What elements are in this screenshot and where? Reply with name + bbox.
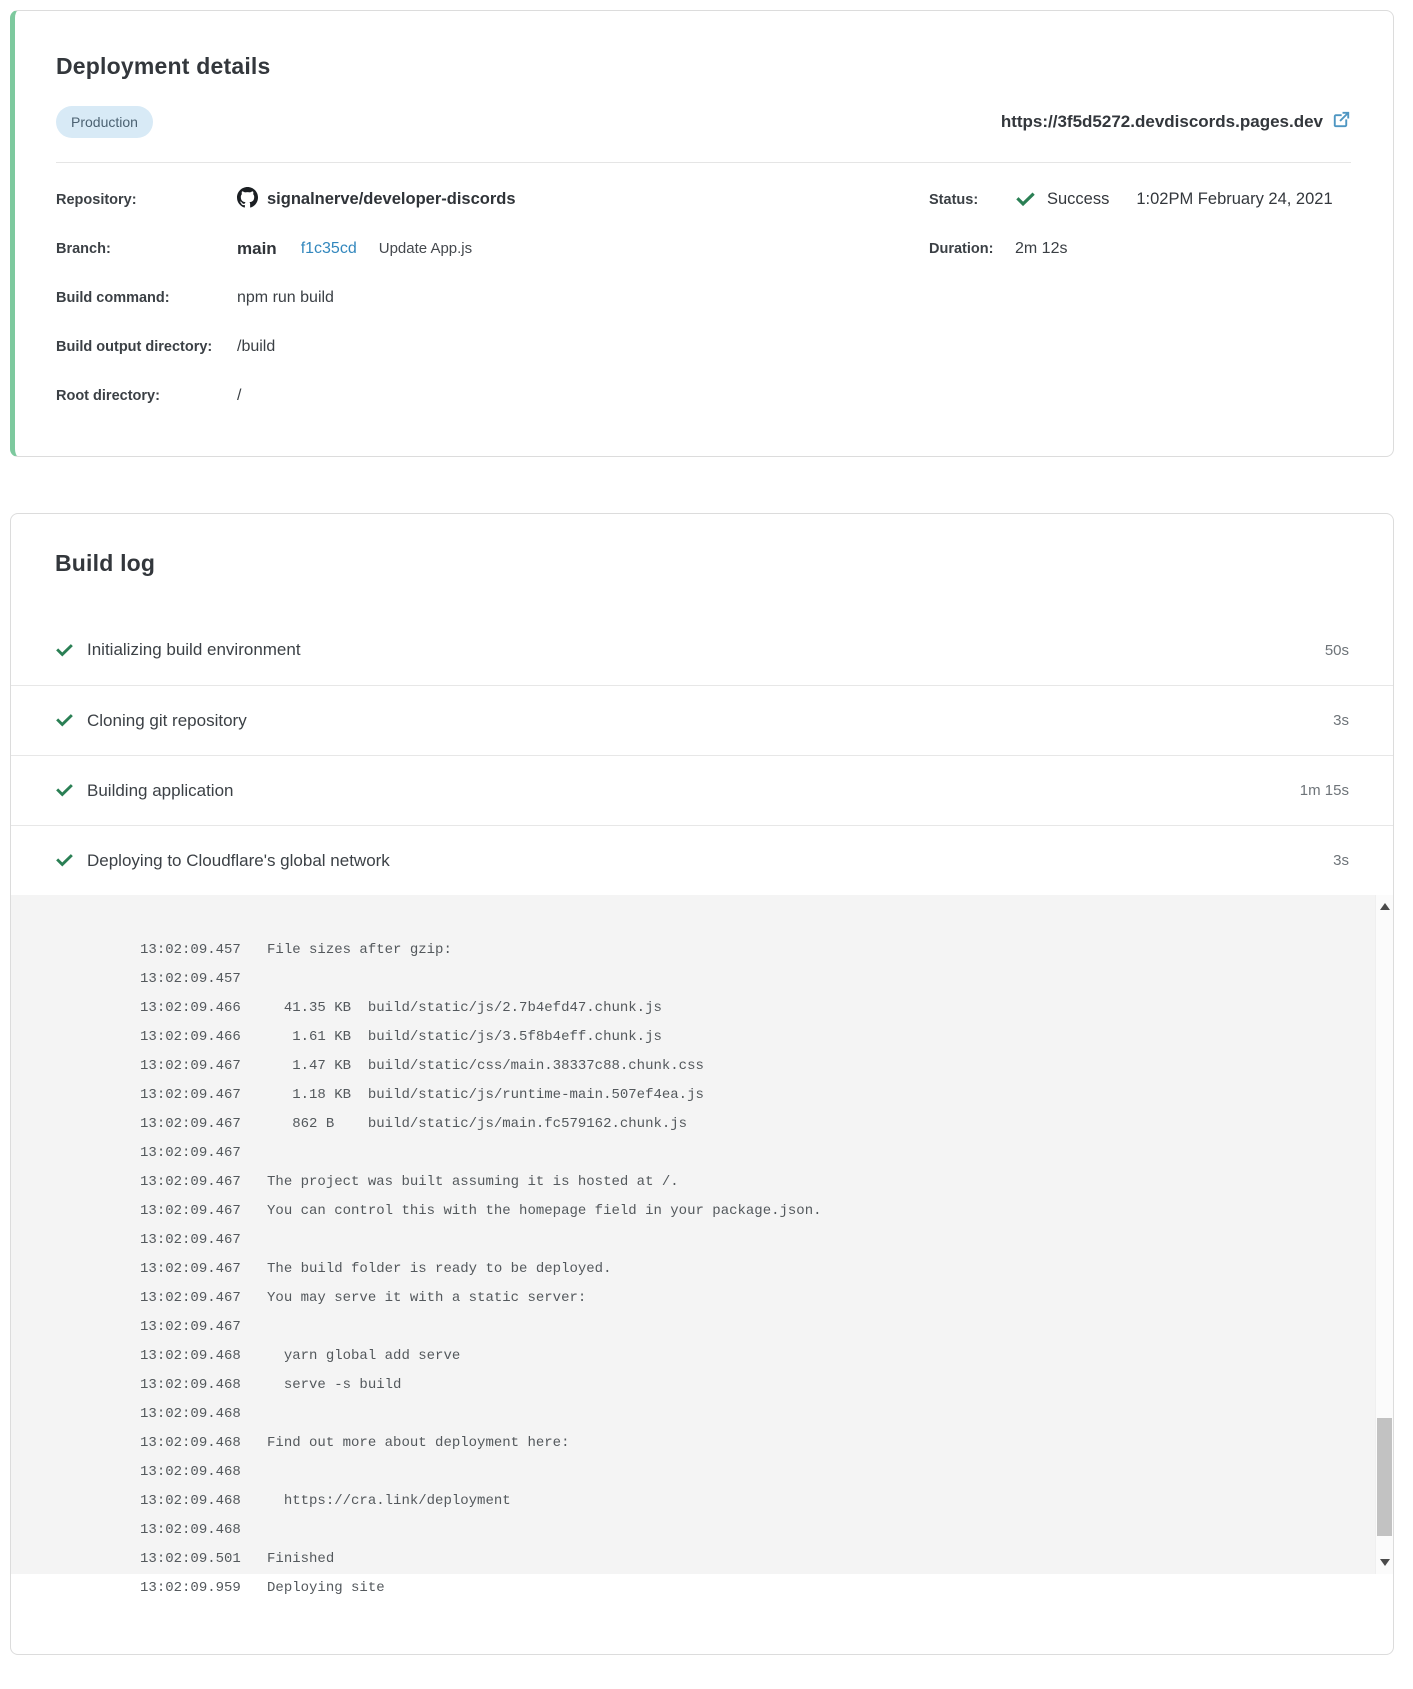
log-line-timestamp: 13:02:09.468 — [140, 1493, 241, 1509]
log-line-message: serve -s build — [267, 1377, 402, 1393]
log-line-message: yarn global add serve — [267, 1348, 461, 1364]
log-lines — [56, 907, 1333, 1596]
log-line-timestamp: 13:02:09.468 — [140, 1377, 241, 1393]
log-line-timestamp: 13:02:09.467 — [140, 1174, 241, 1190]
branch-row — [56, 224, 929, 273]
log-line-message: Find out more about deployment here: — [267, 1435, 570, 1451]
log-line-message: Deploying site — [267, 1580, 385, 1596]
build-step-duration: 1m 15s — [1299, 782, 1349, 799]
build-step-duration: 3s — [1333, 712, 1349, 729]
deployment-url-text: https://3f5d5272.devdiscords.pages.dev — [1000, 112, 1323, 131]
branch-value — [237, 239, 472, 259]
status-label: Status: — [929, 191, 979, 208]
step-check-icon — [55, 851, 74, 870]
log-scrollbar[interactable] — [1375, 895, 1393, 1574]
build-step-label: Cloning git repository — [87, 710, 247, 730]
build-command-label: Build command: — [56, 289, 170, 306]
step-check-icon — [55, 711, 74, 730]
build-step-label: Building application — [87, 780, 234, 800]
log-line-message: 1.18 KB build/static/js/runtime-main.507ef4ea.js — [267, 1087, 704, 1103]
status-row — [929, 175, 1351, 224]
github-icon — [237, 187, 258, 213]
root-directory-value: / — [237, 386, 242, 404]
log-line-timestamp: 13:02:09.457 — [140, 942, 241, 958]
build-step-row[interactable] — [11, 825, 1393, 895]
log-scrollbar-thumb[interactable] — [1377, 1418, 1392, 1536]
status-value — [1015, 189, 1333, 210]
log-line-timestamp: 13:02:09.467 — [140, 1261, 241, 1277]
log-line-timestamp: 13:02:09.468 — [140, 1464, 241, 1480]
log-line-message: You can control this with the homepage field in your package.json. — [267, 1203, 822, 1219]
repository-row — [56, 175, 929, 224]
build-output-directory-label: Build output directory: — [56, 338, 213, 355]
build-log-output[interactable] — [11, 895, 1393, 1596]
deployment-header-row — [56, 106, 1351, 138]
build-step-row[interactable] — [11, 685, 1393, 755]
root-directory-label: Root directory: — [56, 387, 160, 404]
deployment-detail-grid — [56, 175, 1351, 420]
build-step-row[interactable] — [11, 615, 1393, 685]
repository-label: Repository: — [56, 191, 137, 208]
branch-label: Branch: — [56, 240, 111, 257]
build-step-duration: 3s — [1333, 852, 1349, 869]
log-line-timestamp: 13:02:09.468 — [140, 1406, 241, 1422]
deployment-url-link[interactable] — [1001, 110, 1351, 134]
log-line-timestamp: 13:02:09.467 — [140, 1203, 241, 1219]
log-line-timestamp: 13:02:09.467 — [140, 1319, 241, 1335]
duration-row — [929, 224, 1351, 273]
environment-badge: Production — [56, 106, 153, 138]
scroll-down-arrow-icon[interactable] — [1380, 1559, 1390, 1566]
log-line-timestamp: 13:02:09.467 — [140, 1290, 241, 1306]
repository-value — [237, 187, 516, 213]
build-command-row — [56, 273, 929, 322]
log-line-timestamp: 13:02:09.467 — [140, 1232, 241, 1248]
deployment-details-title: Deployment details — [56, 53, 271, 79]
log-line-timestamp: 13:02:09.457 — [140, 971, 241, 987]
log-line — [56, 907, 1333, 958]
build-command-value: npm run build — [237, 288, 334, 306]
scroll-up-arrow-icon[interactable] — [1380, 903, 1390, 910]
log-line-timestamp: 13:02:09.501 — [140, 1551, 241, 1567]
status-timestamp: 1:02PM February 24, 2021 — [1136, 190, 1333, 208]
build-step-duration: 50s — [1324, 641, 1349, 659]
header-divider — [56, 162, 1351, 163]
log-line-message: 1.61 KB build/static/js/3.5f8b4eff.chunk.js — [267, 1029, 662, 1045]
build-output-directory-row — [56, 322, 929, 371]
log-line-message: https://cra.link/deployment — [267, 1493, 511, 1509]
step-check-icon — [55, 781, 74, 800]
detail-column-left — [56, 175, 929, 420]
duration-value: 2m 12s — [1015, 239, 1068, 257]
log-line-timestamp: 13:02:09.959 — [140, 1580, 241, 1596]
commit-message: Update App.js — [378, 240, 473, 257]
status-text: Success — [1047, 190, 1110, 208]
log-line-timestamp: 13:02:09.466 — [140, 1000, 241, 1016]
log-line-message: 1.47 KB build/static/css/main.38337c88.chunk.css — [267, 1058, 704, 1074]
log-line-timestamp: 13:02:09.466 — [140, 1029, 241, 1045]
build-step-label: Initializing build environment — [87, 640, 301, 659]
detail-column-right — [929, 175, 1351, 420]
build-log-card — [10, 513, 1394, 1655]
log-line-message: File sizes after gzip: — [267, 942, 452, 958]
duration-label: Duration: — [929, 240, 994, 257]
build-steps-list — [11, 615, 1393, 895]
build-step-row[interactable] — [11, 755, 1393, 825]
build-output-directory-value: /build — [237, 337, 276, 355]
deployment-details-card — [10, 10, 1394, 457]
log-line-timestamp: 13:02:09.468 — [140, 1348, 241, 1364]
root-directory-row — [56, 371, 929, 420]
log-line-message: The project was built assuming it is hosted at /. — [267, 1174, 679, 1190]
step-check-icon — [55, 641, 74, 660]
branch-name: main — [237, 238, 277, 258]
external-link-icon — [1332, 110, 1351, 134]
commit-hash-link[interactable]: f1c35cd — [300, 239, 357, 257]
repository-name[interactable]: signalnerve/developer-discords — [267, 190, 516, 208]
log-line-message: You may serve it with a static server: — [267, 1290, 587, 1306]
log-line-timestamp: 13:02:09.467 — [140, 1116, 241, 1132]
log-line-timestamp: 13:02:09.468 — [140, 1522, 241, 1538]
log-line-timestamp: 13:02:09.467 — [140, 1087, 241, 1103]
log-line-message: The build folder is ready to be deployed. — [267, 1261, 612, 1277]
build-step-label: Deploying to Cloudflare's global network — [87, 850, 390, 870]
log-line-timestamp: 13:02:09.467 — [140, 1145, 241, 1161]
log-line-timestamp: 13:02:09.468 — [140, 1435, 241, 1451]
build-log-title: Build log — [55, 550, 156, 576]
log-line-timestamp: 13:02:09.467 — [140, 1058, 241, 1074]
log-line-message: 862 B build/static/js/main.fc579162.chunk.js — [267, 1116, 688, 1132]
log-line-message: Finished — [267, 1551, 335, 1567]
log-line-message: 41.35 KB build/static/js/2.7b4efd47.chunk.js — [267, 1000, 662, 1016]
success-check-icon — [1015, 189, 1036, 210]
